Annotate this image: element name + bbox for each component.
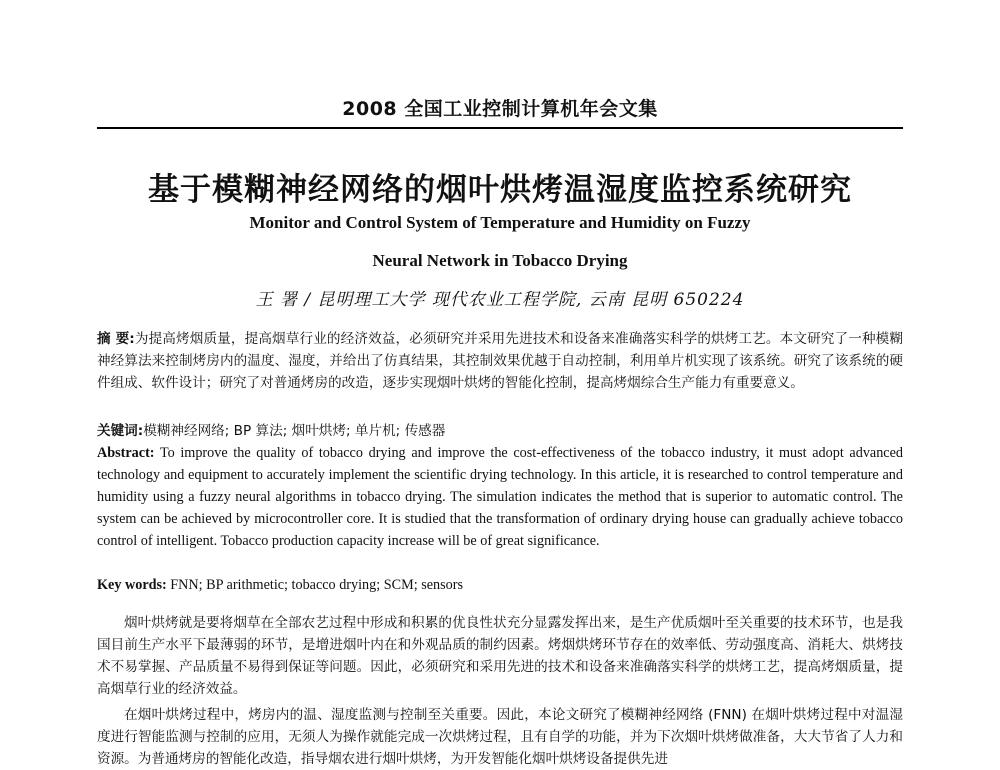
abstract-chinese-label: 摘 要: (97, 331, 135, 347)
author-affiliation: 王 署 / 昆明理工大学 现代农业工程学院, 云南 昆明 650224 (255, 290, 745, 310)
abstract-english-label: Abstract: (97, 445, 155, 461)
keywords-english-text: FNN; BP arithmetic; tobacco drying; SCM; sensors (170, 577, 463, 593)
keywords-chinese-label: 关键词: (97, 423, 144, 439)
running-head: 2008 全国工业控制计算机年会文集 (342, 98, 658, 120)
abstract-chinese-text: 为提高烤烟质量，提高烟草行业的经济效益，必须研究并采用先进技术和设备来准确落实科学的烘烤工艺。本文研究了一种模糊神经算法来控制烤房内的温度、湿度，并给出了仿真结果，其控制效果优越于自动控制，利用单片机实现了该系统。研究了该系统的硬件组成、软件设计；研究了对普通烤房的改造，逐步实现烟叶烘烤的智能化控制，提高烤烟综合生产能力有重要意义。 (97, 331, 903, 391)
title-chinese: 基于模糊神经网络的烟叶烘烤温湿度监控系统研究 (148, 172, 852, 208)
keywords-chinese (97, 420, 903, 442)
title-english-line-2: Neural Network in Tobacco Drying (372, 251, 628, 270)
keywords-english-label: Key words: (97, 577, 167, 593)
keywords-english (97, 574, 903, 596)
keywords-chinese-text: 模糊神经网络; BP 算法; 烟叶烘烤; 单片机; 传感器 (143, 423, 446, 439)
header-rule (97, 127, 903, 129)
abstract-english (97, 442, 903, 552)
abstract-english-text: To improve the quality of tobacco drying and improve the cost-effectiveness of the tobacco industry, it must adopt advanced technology and equipment to accurately implement the scientific drying technology. In this article, it is researched to control temperature and humidity using a fuzzy neural algorithms in tobacco drying. The simulation indicates the method that is superior to automatic control. The system can be achieved by microcontroller core. It is studied that the transformation of ordinary drying house can gradually achieve tobacco control of intelligent. Tobacco production capacity increase will be of great significance. (97, 445, 903, 549)
body-paragraph: 在烟叶烘烤过程中，烤房内的温、湿度监测与控制至关重要。因此，本论文研究了模糊神经网络 (FNN) 在烟叶烘烤过程中对温湿度进行智能监测与控制的应用，无须人为操作就能完成一次烘烤过程，且有自学的功能，并为下次烟叶烘烤做准备，大大节省了人力和资源。为普通烤房的智能化改造，指导烟农进行烟叶烘烤，为开发智能化烟叶烘烤设备提供先进 (97, 707, 903, 767)
body-paragraph: 烟叶烘烤就是要将烟草在全部农艺过程中形成和积累的优良性状充分显露发挥出来，是生产优质烟叶至关重要的技术环节，也是我国目前生产水平下最薄弱的环节，是增进烟叶内在和外观品质的制约因素。烤烟烘烤环节存在的效率低、劳动强度高、消耗大、烘烤技术不易掌握、产品质量不易得到保证等问题。因此，必须研究和采用先进的技术和设备来准确落实科学的烘烤工艺，提高烤烟质量，提高烟草行业的经济效益。 (97, 615, 903, 697)
abstract-chinese (97, 328, 903, 394)
title-english-line-1: Monitor and Control System of Temperature and Humidity on Fuzzy (249, 213, 751, 232)
